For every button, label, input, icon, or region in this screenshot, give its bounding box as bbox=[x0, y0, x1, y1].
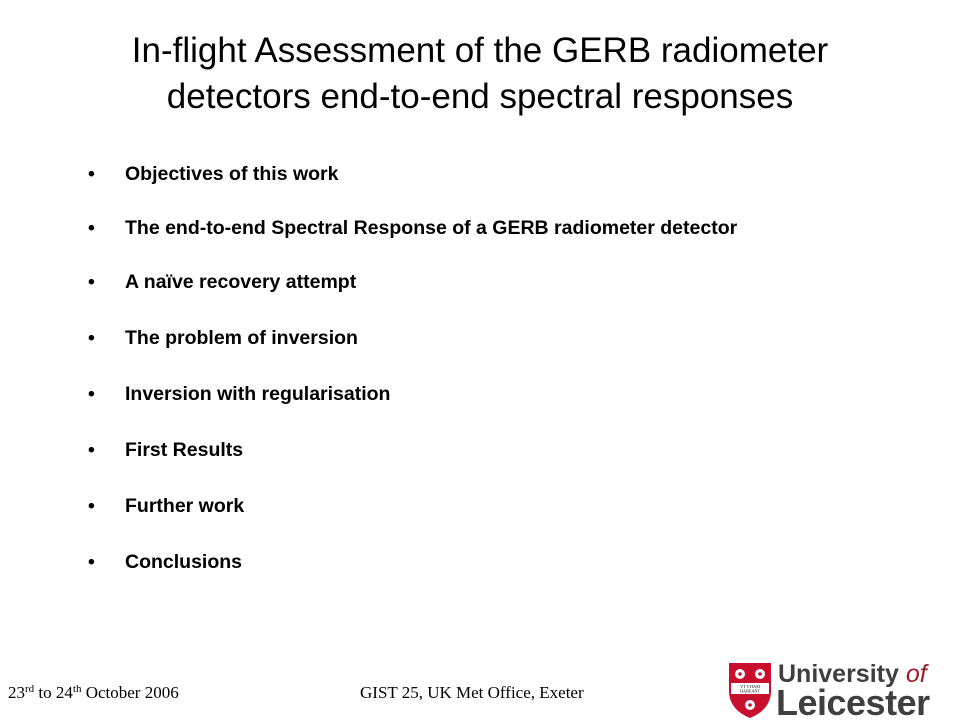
slide-title-line-2: detectors end-to-end spectral responses bbox=[166, 77, 794, 116]
bullet-dot: • bbox=[88, 383, 95, 405]
bullet-item bbox=[88, 164, 878, 185]
bullet-text: Objectives of this work bbox=[125, 163, 339, 185]
bullet-dot: • bbox=[88, 217, 95, 239]
bullet-item bbox=[88, 440, 878, 461]
bullet-text: First Results bbox=[125, 439, 244, 461]
shield-icon bbox=[726, 661, 774, 719]
slide-title-line-1: In-flight Assessment of the GERB radiometer bbox=[131, 31, 829, 70]
university-logo bbox=[724, 660, 956, 723]
bullet-dot: • bbox=[88, 271, 95, 293]
footer-date-ordinal-start: rd bbox=[25, 683, 35, 695]
footer-date bbox=[8, 683, 179, 703]
bullet-text: Inversion with regularisation bbox=[125, 383, 391, 405]
bullet-text: The problem of inversion bbox=[125, 327, 358, 349]
bullet-item bbox=[88, 384, 878, 405]
bullet-list bbox=[88, 164, 878, 573]
bullet-item bbox=[88, 552, 878, 573]
bullet-text: Conclusions bbox=[125, 551, 243, 573]
bullet-item bbox=[88, 328, 878, 349]
bullet-dot: • bbox=[88, 439, 95, 461]
logo-university-word: University bbox=[778, 660, 906, 688]
bullet-dot: • bbox=[88, 495, 95, 517]
footer-date-month-year: October 2006 bbox=[81, 683, 179, 702]
bullet-item bbox=[88, 272, 878, 293]
footer-date-day-start: 23 bbox=[8, 683, 25, 702]
bullet-dot: • bbox=[88, 551, 95, 573]
bullet-dot: • bbox=[88, 327, 95, 349]
logo-leicester-text: Leicester bbox=[776, 682, 930, 723]
bullet-text: A naïve recovery attempt bbox=[125, 271, 357, 293]
slide-title bbox=[40, 28, 920, 120]
bullet-item bbox=[88, 496, 878, 517]
bullet-item bbox=[88, 218, 878, 239]
footer-date-ordinal-end: th bbox=[72, 683, 82, 695]
bullet-text: The end-to-end Spectral Response of a GERB radiometer detector bbox=[125, 217, 738, 239]
footer-event: GIST 25, UK Met Office, Exeter bbox=[360, 683, 584, 702]
bullet-text: Further work bbox=[125, 495, 245, 517]
bullet-dot: • bbox=[88, 163, 95, 185]
logo-of-word: of bbox=[905, 660, 927, 688]
logo-motto: VT VITAM HABEANT bbox=[739, 684, 761, 694]
footer-date-day-end: to 24 bbox=[34, 683, 73, 702]
